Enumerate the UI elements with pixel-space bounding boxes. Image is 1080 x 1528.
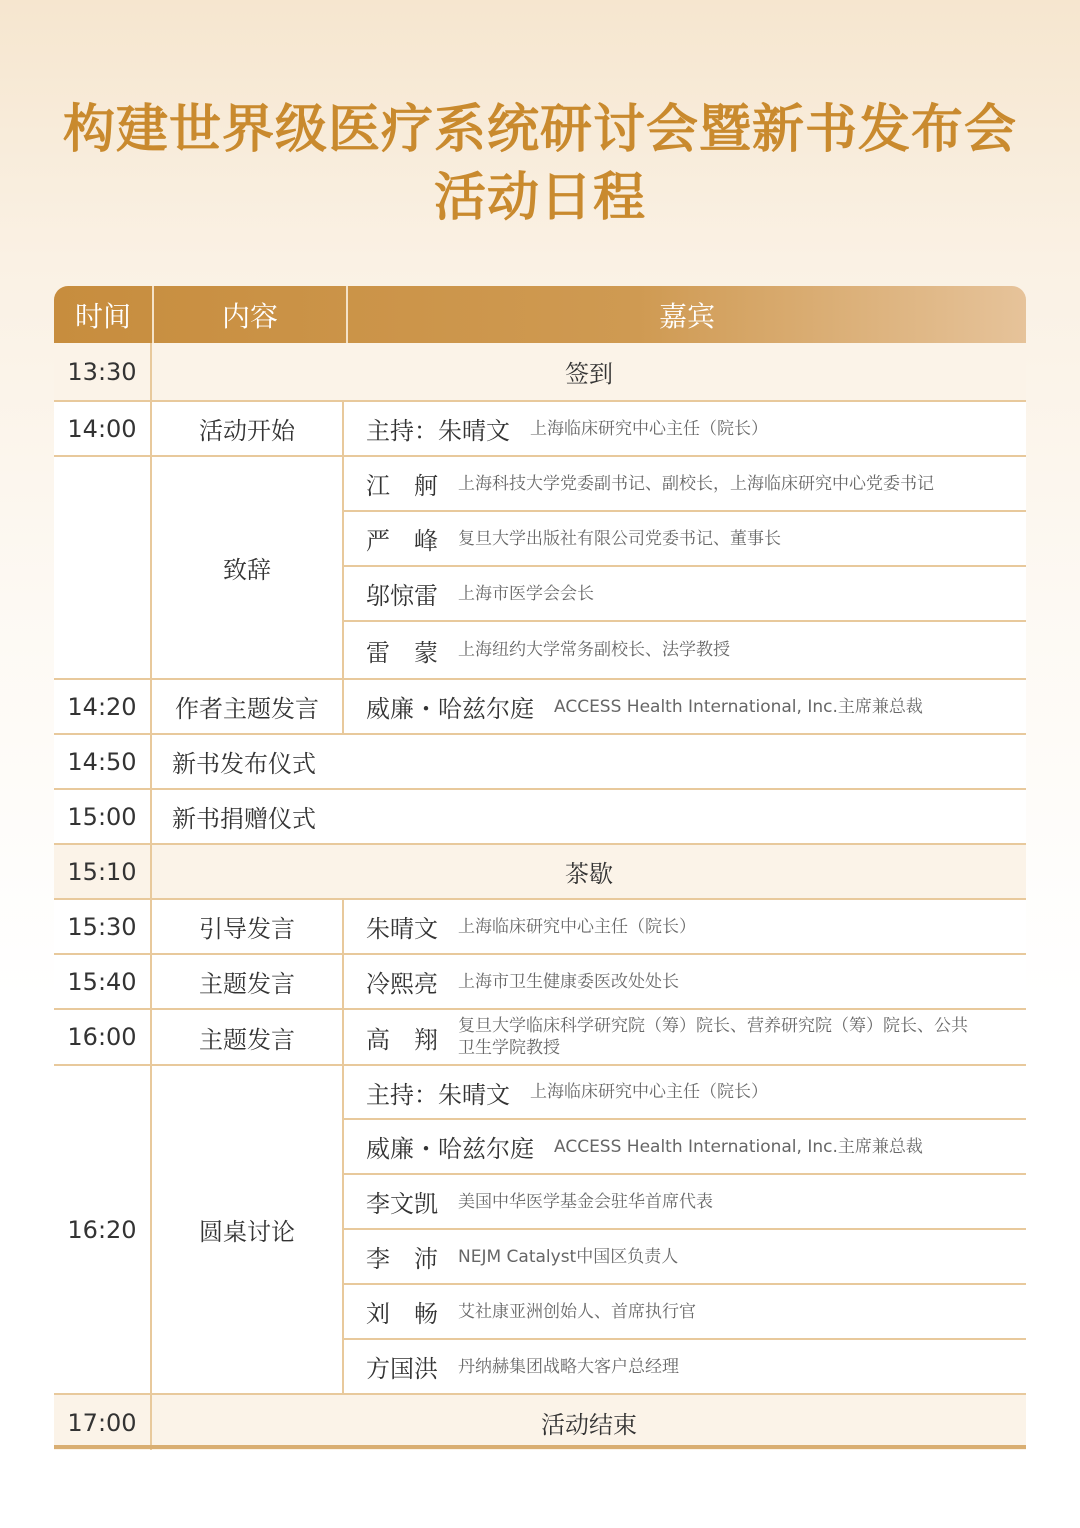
guest-name: 邬惊雷 [366,582,438,610]
row-content: 活动开始 [152,402,344,455]
guest-title: 上海临床研究中心主任（院长） [530,418,768,439]
guest-title: NEJM Catalyst中国区负责人 [458,1246,679,1267]
guest-title: ACCESS Health International, Inc.主席兼总裁 [554,1136,923,1157]
guest-title: 上海市卫生健康委医改处处长 [458,971,679,992]
row-time: 17:00 [54,1395,152,1450]
guest-entry [344,1285,1026,1340]
row-content: 新书发布仪式 [172,750,316,778]
table-row [54,1010,1026,1066]
row-content: 圆桌讨论 [152,1066,344,1393]
row-content: 致辞 [152,457,344,678]
table-row [54,343,1026,402]
guest-title: 丹纳赫集团战略大客户总经理 [458,1356,679,1377]
guest-entry [344,622,1026,678]
guest-entry [344,512,1026,567]
row-time [54,457,152,678]
table-row [54,1066,1026,1395]
row-time: 14:20 [54,680,152,733]
guest-name: 威廉・哈兹尔庭 [366,695,534,723]
guest-entry [344,900,1026,953]
row-time: 14:00 [54,402,152,455]
row-time: 15:30 [54,900,152,953]
header-time: 时间 [54,286,154,343]
guest-name: 李文凯 [366,1190,438,1218]
guest-name: 冷熙亮 [366,970,438,998]
guest-title: ACCESS Health International, Inc.主席兼总裁 [554,696,923,717]
guest-entry [344,680,1026,733]
guest-title: 艾社康亚洲创始人、首席执行官 [458,1301,696,1322]
guest-entry [344,1120,1026,1175]
guest-name: 威廉・哈兹尔庭 [366,1135,534,1163]
guest-entry [344,955,1026,1008]
table-bottom-rule [54,1445,1026,1449]
row-content: 作者主题发言 [152,680,344,733]
table-row [54,457,1026,680]
guest-title: 上海临床研究中心主任（院长） [458,916,696,937]
guest-name: 雷 蒙 [366,638,438,667]
schedule-table [54,286,1026,1450]
table-header [54,286,1026,343]
guest-name: 高 翔 [366,1025,438,1054]
header-content: 内容 [154,286,348,343]
guest-name: 主持：朱晴文 [366,417,510,445]
table-row [54,845,1026,900]
table-row [54,680,1026,735]
row-content: 主题发言 [152,955,344,1008]
page-subtitle: 活动日程 [433,167,646,228]
guest-name: 江 舸 [366,472,438,500]
row-content: 新书捐赠仪式 [172,805,316,833]
guest-name: 李 沛 [366,1245,438,1273]
guest-title: 上海科技大学党委副书记、副校长，上海临床研究中心党委书记 [458,473,934,494]
table-row [54,900,1026,955]
guest-entry [344,402,1026,455]
row-time: 14:50 [54,735,152,788]
guest-entry [344,457,1026,512]
row-time: 15:00 [54,790,152,843]
guest-title: 复旦大学出版社有限公司党委书记、董事长 [458,528,781,549]
guest-entry [344,1230,1026,1285]
guest-entry [344,567,1026,622]
guest-entry [344,1010,1026,1064]
row-time: 16:00 [54,1010,152,1064]
guest-entry [344,1175,1026,1230]
guest-title: 上海纽约大学常务副校长、法学教授 [458,640,730,660]
guest-title: 美国中华医学基金会驻华首席代表 [458,1191,713,1212]
header-guests: 嘉宾 [658,299,715,333]
table-row [54,955,1026,1010]
row-time: 13:30 [54,343,152,400]
row-event: 签到 [565,360,613,388]
guest-title: 复旦大学临床科学研究院（筹）院长、营养研究院（筹）院长、公共卫生学院教授 [458,1016,968,1058]
row-time: 15:40 [54,955,152,1008]
guest-name: 主持：朱晴文 [366,1080,510,1109]
row-event: 活动结束 [541,1411,637,1439]
guest-name: 方国洪 [366,1355,438,1383]
guest-name: 严 峰 [366,527,438,555]
table-row [54,790,1026,845]
guest-title: 上海市医学会会长 [458,583,594,604]
guest-entry [344,1066,1026,1120]
table-row [54,402,1026,457]
guest-entry [344,1340,1026,1393]
guest-name: 朱晴文 [366,915,438,943]
guest-title: 上海临床研究中心主任（院长） [530,1082,768,1102]
row-event: 茶歇 [565,860,613,888]
table-row [54,735,1026,790]
row-content: 引导发言 [152,900,344,953]
guest-name: 刘 畅 [366,1300,438,1328]
page-title: 构建世界级医疗系统研讨会暨新书发布会 [62,99,1017,160]
row-content: 主题发言 [152,1010,344,1064]
row-time: 16:20 [54,1066,152,1393]
table-row [54,1395,1026,1450]
row-time: 15:10 [54,845,152,898]
